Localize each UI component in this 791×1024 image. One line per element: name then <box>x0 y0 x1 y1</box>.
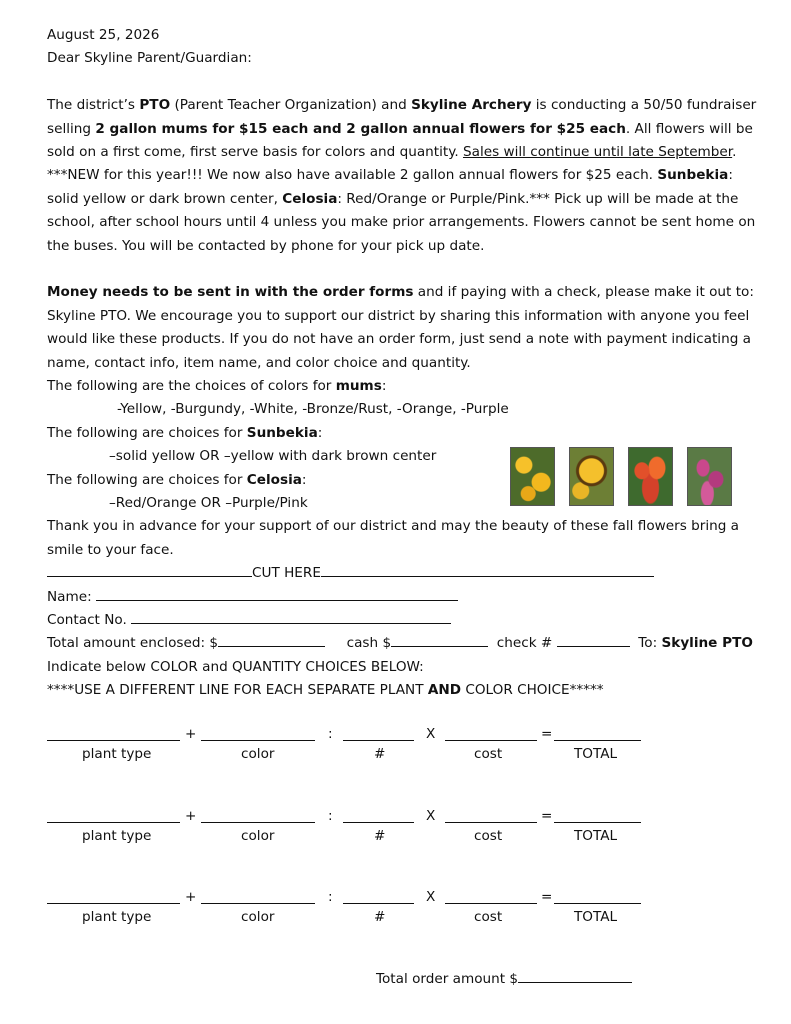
cost-field[interactable] <box>445 822 537 823</box>
cost-field[interactable] <box>445 903 537 904</box>
order-line-1[interactable]: + : X = plant type color # cost TOTAL <box>47 726 667 766</box>
sunbekia-intro: The following are choices for Sunbekia: <box>47 424 323 441</box>
letter-date: August 25, 2026 <box>47 27 160 43</box>
thank-you-paragraph: Thank you in advance for your support of our district and may the beauty of these fall flowers bring a smile to your face. <box>47 518 739 558</box>
total-order-field[interactable] <box>518 969 632 983</box>
indicate-instructions: Indicate below COLOR and QUANTITY CHOICES BELOW: <box>47 658 424 675</box>
cost-field[interactable] <box>445 740 537 741</box>
sunbekia-brown-center-photo <box>569 447 614 506</box>
mums-choices: -Yellow, -Burgundy, -White, -Bronze/Rust, -Orange, -Purple <box>117 401 509 418</box>
paragraph-fundraiser: The district’s PTO (Parent Teacher Organization) and Skyline Archery is conducting a 50/50 fundraiser selling 2 gallon mums for $15 each and 2 gallon annual flowers for $25 each. All flowers will be sold on a first come, first serve basis for colors and quantity. Sales will continue until late September. ***NEW for this year!!! We now also have available 2 gallon annual flowers for $25 each. Sunbekia: solid yellow or dark brown center, Celosia: Red/Orange or Purple/Pink.*** Pick up will be made at the school, after school hours until 4 unless you make prior arrangements. Flowers cannot be sent home on the buses. You will be contacted by phone for your pick up date. <box>47 97 757 254</box>
check-number-field[interactable] <box>557 633 630 647</box>
color-field[interactable] <box>201 740 315 741</box>
celosia-red-orange-photo <box>628 447 673 506</box>
sunbekia-choices: –solid yellow OR –yellow with dark brown center <box>109 448 437 465</box>
total-order-amount: Total order amount $ <box>376 969 632 987</box>
plant-type-field[interactable] <box>47 822 180 823</box>
contact-field[interactable]: Contact No. <box>47 609 765 632</box>
order-line-2[interactable]: + : X = plant type color # cost TOTAL <box>47 808 667 848</box>
cut-here-line: CUT HERE <box>47 562 765 585</box>
flower-photos <box>510 447 732 506</box>
color-field[interactable] <box>201 903 315 904</box>
letter-body <box>47 24 765 703</box>
celosia-choices: –Red/Orange OR –Purple/Pink <box>109 494 308 511</box>
total-field[interactable] <box>554 903 641 904</box>
total-enclosed-field[interactable] <box>218 633 325 647</box>
quantity-field[interactable] <box>343 903 414 904</box>
plant-type-field[interactable] <box>47 740 180 741</box>
salutation: Dear Skyline Parent/Guardian: <box>47 50 252 67</box>
name-field[interactable]: Name: <box>47 586 765 609</box>
plant-type-field[interactable] <box>47 903 180 904</box>
celosia-intro: The following are choices for Celosia: <box>47 471 307 488</box>
quantity-field[interactable] <box>343 740 414 741</box>
total-field[interactable] <box>554 740 641 741</box>
sunbekia-solid-yellow-photo <box>510 447 555 506</box>
separate-line-instructions: ****USE A DIFFERENT LINE FOR EACH SEPARATE PLANT AND COLOR CHOICE***** <box>47 682 604 699</box>
order-line-3[interactable]: + : X = plant type color # cost TOTAL <box>47 889 667 929</box>
mums-intro: The following are the choices of colors for mums: <box>47 378 387 395</box>
color-field[interactable] <box>201 822 315 823</box>
cash-field[interactable] <box>391 633 488 647</box>
celosia-purple-pink-photo <box>687 447 732 506</box>
payment-line: Total amount enclosed: $ cash $ check # To: Skyline PTO <box>47 635 753 652</box>
quantity-field[interactable] <box>343 822 414 823</box>
total-field[interactable] <box>554 822 641 823</box>
paragraph-payment: Money needs to be sent in with the order forms and if paying with a check, please make it out to: Skyline PTO. We encourage you to support our district by sharing this information with anyone you feel would like these products. If you do not have an order form, just send a note with payment indicating a name, contact info, item name, and color choice and quantity. <box>47 284 754 371</box>
